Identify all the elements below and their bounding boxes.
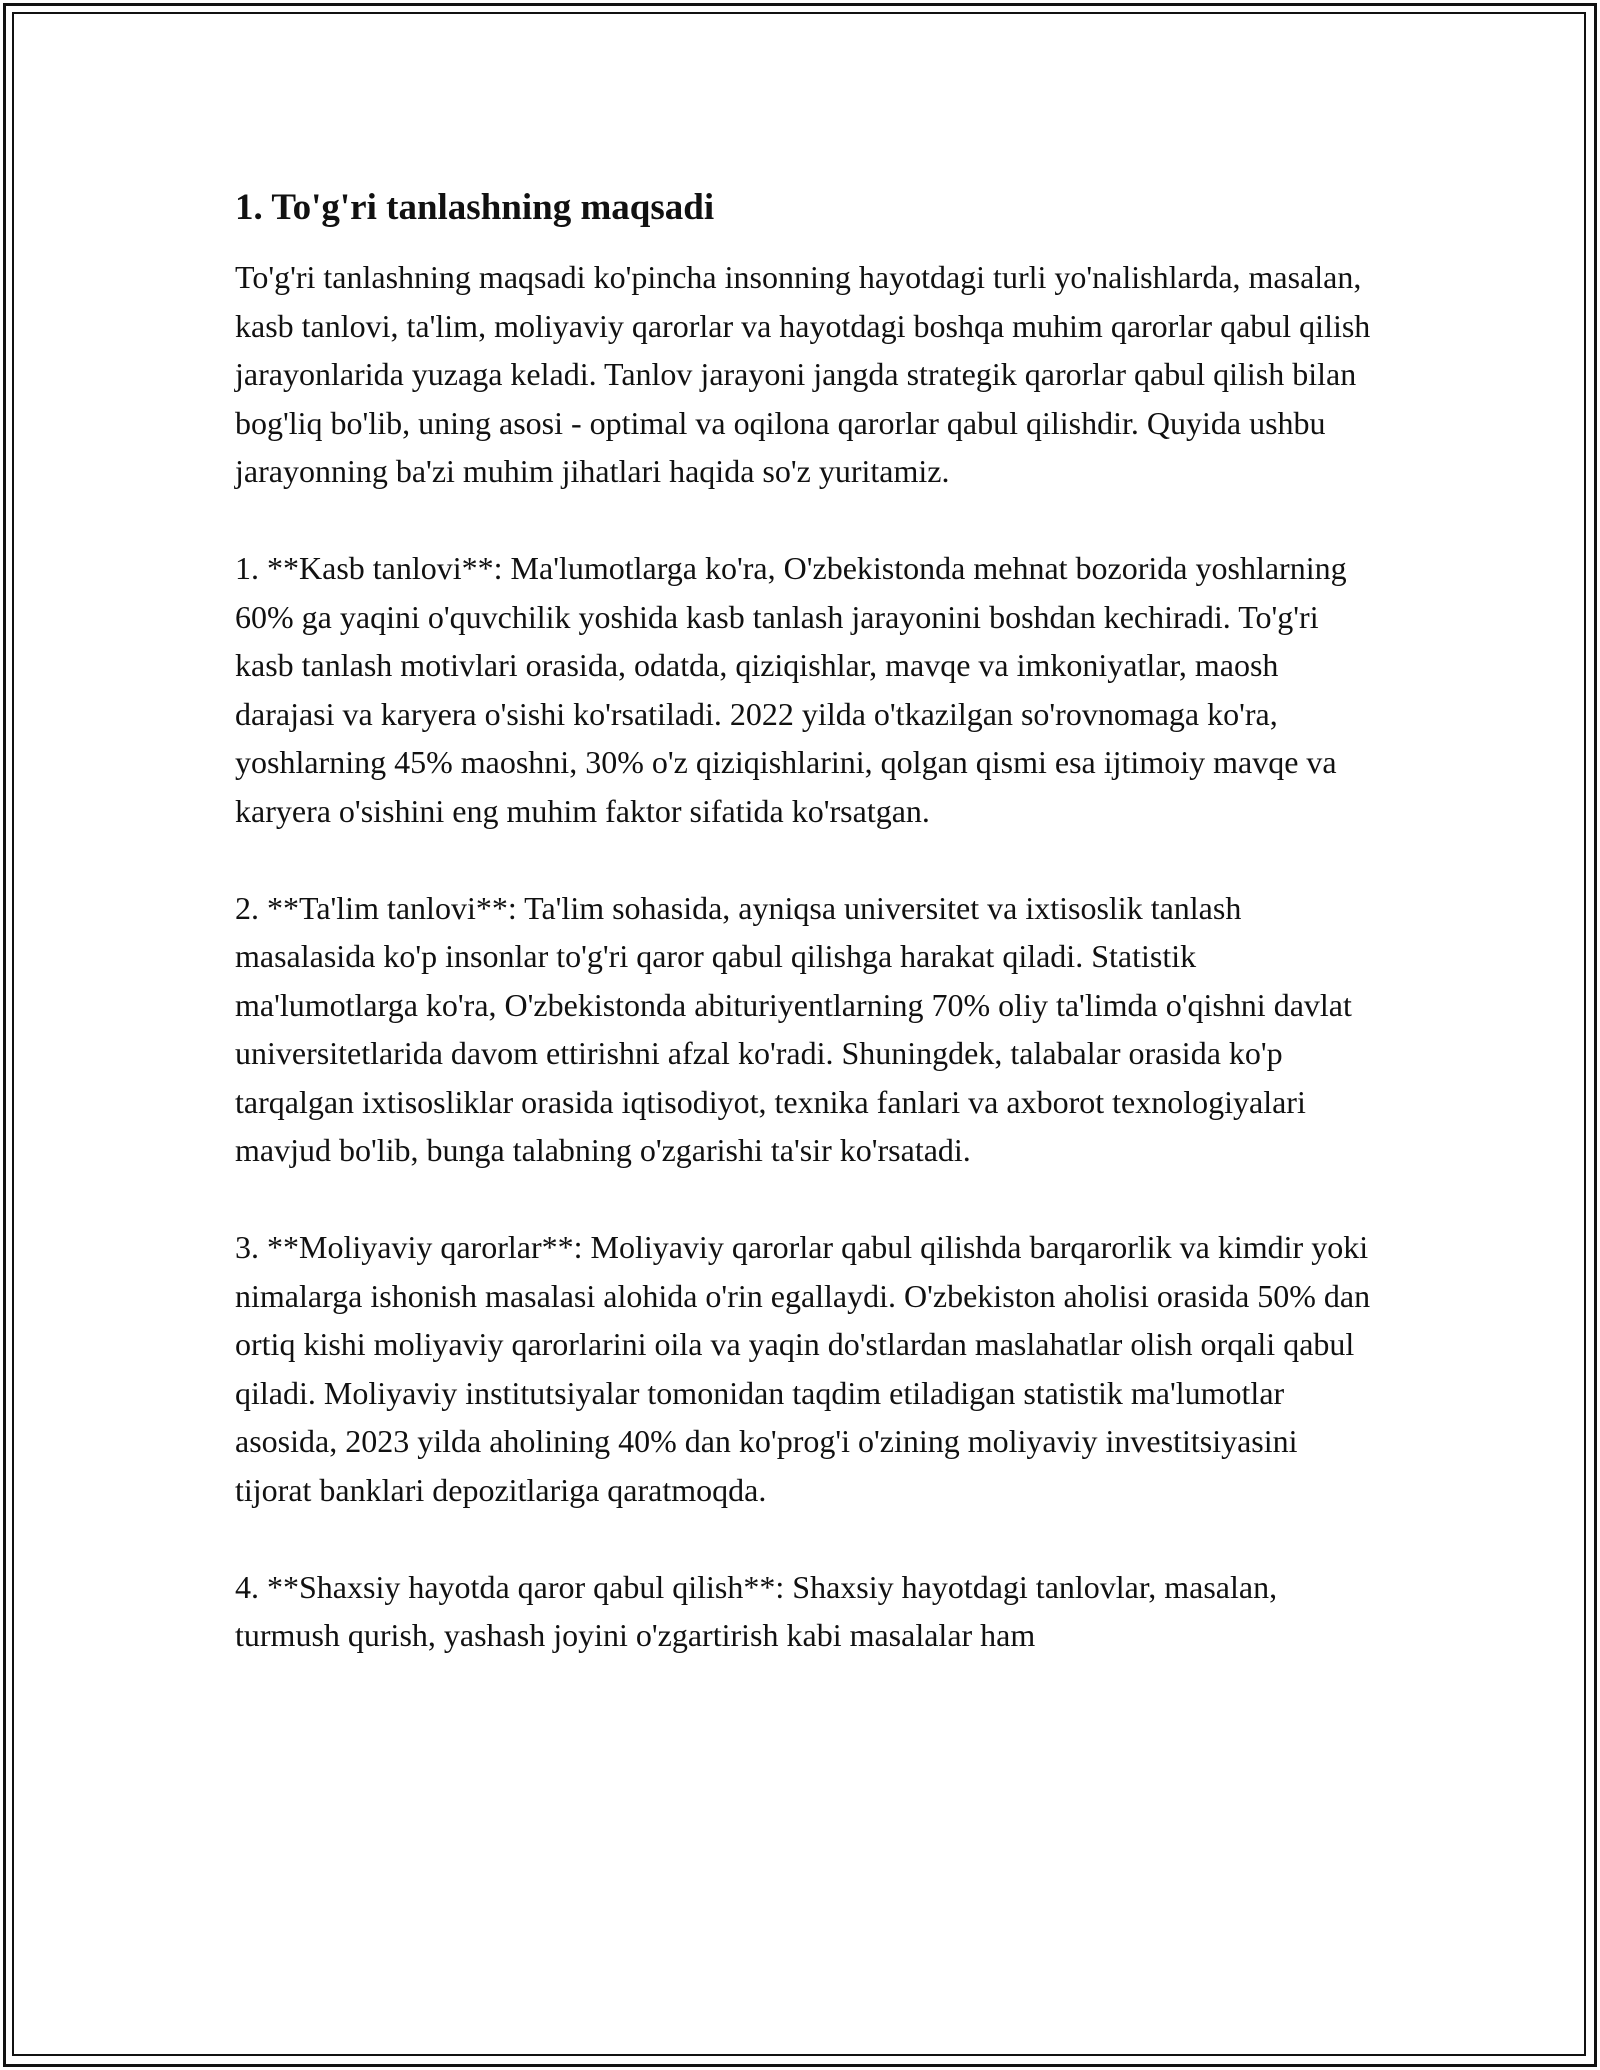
- list-item-shaxsiy-hayot: 4. **Shaxsiy hayotda qaror qabul qilish**: Shaxsiy hayotdagi tanlovlar, masalan, turmush qurish, yashash joyini o'zgartirish kabi masalalar ham: [235, 1568, 1278, 1653]
- intro-paragraph: To'g'ri tanlashning maqsadi ko'pincha insonning hayotdagi turli yo'nalishlarda, masalan, kasb tanlovi, ta'lim, moliyaviy qarorlar va hayotdagi boshqa muhim qarorlar qabul qilish jarayonlarida yuzaga keladi. Tanlov jarayoni jangda strategik qarorlar qabul qilish bilan bog'liq bo'lib, uning asosi - optimal va oqilona qarorlar qabul qilishdir. Quyida ushbu jarayonning ba'zi muhim jihatlari haqida so'z yuritamiz.: [235, 259, 1371, 489]
- list-item-talim-tanlovi: 2. **Ta'lim tanlovi**: Ta'lim sohasida, ayniqsa universitet va ixtisoslik tanlash masalasida ko'p insonlar to'g'ri qaror qabul qilishga harakat qiladi. Statistik ma'lumotlarga ko'ra, O'zbekistonda abituriyentlarning 70% oliy ta'limda o'qishni davlat universitetlarida davom ettirishni afzal ko'radi. Shuningdek, talabalar orasida ko'p tarqalgan ixtisosliklar orasida iqtisodiyot, texnika fanlari va axborot texnologiyalari mavjud bo'lib, bunga talabning o'zgarishi ta'sir ko'rsatadi.: [235, 889, 1352, 1168]
- section-heading: 1. To'g'ri tanlashning maqsadi: [235, 187, 715, 228]
- document-body: [235, 185, 1375, 1708]
- list-item-kasb-tanlovi: 1. **Kasb tanlovi**: Ma'lumotlarga ko'ra, O'zbekistonda mehnat bozorida yoshlarning 60% ga yaqini o'quvchilik yoshida kasb tanlash jarayonini boshdan kechiradi. To'g'ri kasb tanlash motivlari orasida, odatda, qiziqishlar, mavqe va imkoniyatlar, maosh darajasi va karyera o'sishi ko'rsatiladi. 2022 yilda o'tkazilgan so'rovnomaga ko'ra, yoshlarning 45% maoshni, 30% o'z qiziqishlarini, qolgan qismi esa ijtimoiy mavqe va karyera o'sishini eng muhim faktor sifatida ko'rsatgan.: [235, 550, 1347, 829]
- list-item-moliyaviy-qarorlar: 3. **Moliyaviy qarorlar**: Moliyaviy qarorlar qabul qilishda barqarorlik va kimdir yoki nimalarga ishonish masalasi alohida o'rin egallaydi. O'zbekiston aholisi orasida 50% dan ortiq kishi moliyaviy qarorlarini oila va yaqin do'stlardan maslahatlar olish orqali qabul qiladi. Moliyaviy institutsiyalar tomonidan taqdim etiladigan statistik ma'lumotlar asosida, 2023 yilda aholining 40% dan ko'prog'i o'zining moliyaviy investitsiyasini tijorat banklari depozitlariga qaratmoqda.: [235, 1229, 1371, 1508]
